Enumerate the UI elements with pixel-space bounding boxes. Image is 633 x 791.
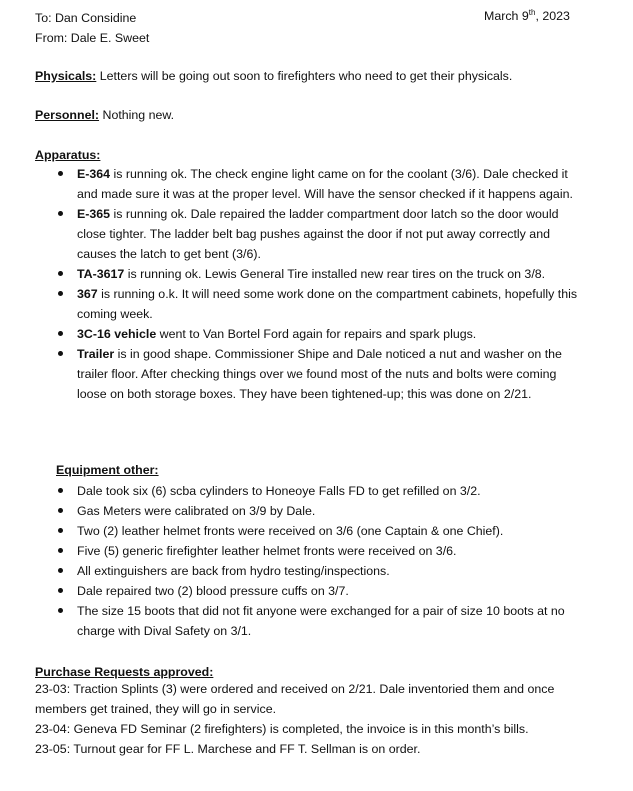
item-text: Dale repaired two (2) blood pressure cuffs on 3/7. (77, 584, 349, 598)
personnel-text: Nothing new. (99, 108, 175, 122)
item-text: All extinguishers are back from hydro testing/inspections. (77, 564, 390, 578)
bullet-icon (58, 291, 63, 296)
purchase-list (35, 679, 580, 759)
personnel-heading: Personnel: (35, 108, 100, 122)
vehicle-name: E-365 (77, 207, 111, 221)
list-item (56, 601, 586, 641)
list-item (56, 344, 586, 404)
personnel-section (35, 105, 605, 125)
equipment-list (56, 481, 586, 641)
item-text: went to Van Bortel Ford again for repairs and spark plugs. (156, 327, 477, 341)
item-text: is in good shape. Commissioner Shipe and Dale noticed a nut and washer on the trailer floor. After checking things over we found most of the nuts and bolts were coming loose on both storage boxes. They have been tightened-up; this was done on 2/21. (77, 347, 562, 401)
purchase-line: 23-03: Traction Splints (3) were ordered and received on 2/21. Dale inventoried them and once members get trained, they will go in service. (35, 682, 555, 716)
apparatus-heading-row (35, 145, 605, 165)
list-item (56, 264, 586, 284)
list-item (56, 284, 586, 324)
bullet-icon (58, 608, 63, 613)
vehicle-name: E-364 (77, 167, 111, 181)
date-suffix-sup: th (528, 8, 536, 17)
physicals-heading: Physicals: (35, 69, 97, 83)
bullet-icon (58, 508, 63, 513)
bullet-icon (58, 568, 63, 573)
physicals-section (35, 66, 605, 86)
item-text: is running o.k. It will need some work done on the compartment cabinets, hopefully this coming week. (77, 287, 578, 321)
vehicle-name: 3C-16 vehicle (77, 327, 157, 341)
item-text: Gas Meters were calibrated on 3/9 by Dale. (77, 504, 316, 518)
memo-date (484, 6, 570, 26)
list-item (56, 541, 586, 561)
purchase-line: 23-05: Turnout gear for FF L. Marchese and FF T. Sellman is on order. (35, 742, 421, 756)
date-prefix: March 9 (484, 9, 529, 23)
list-item (56, 164, 586, 204)
list-item (56, 501, 586, 521)
bullet-icon (58, 211, 63, 216)
bullet-icon (58, 171, 63, 176)
list-item (56, 204, 586, 264)
memo-to: To: Dan Considine (35, 11, 137, 25)
bullet-icon (58, 548, 63, 553)
apparatus-list (56, 164, 586, 404)
apparatus-heading: Apparatus: (35, 148, 101, 162)
list-item (56, 521, 586, 541)
bullet-icon (58, 528, 63, 533)
physicals-text: Letters will be going out soon to firefighters who need to get their physicals. (96, 69, 513, 83)
list-item (56, 324, 586, 344)
vehicle-name: Trailer (77, 347, 115, 361)
list-item (56, 581, 586, 601)
bullet-icon (58, 331, 63, 336)
list-item (56, 561, 586, 581)
item-text: Dale took six (6) scba cylinders to Honeoye Falls FD to get refilled on 3/2. (77, 484, 481, 498)
item-text: is running ok. The check engine light came on for the coolant (3/6). Dale checked it and made sure it was at the proper level. Will have the sensor checked if it happens again. (77, 167, 573, 201)
item-text: Five (5) generic firefighter leather helmet fronts were received on 3/6. (77, 544, 457, 558)
date-suffix: , 2023 (535, 9, 570, 23)
memo-from: From: Dale E. Sweet (35, 31, 150, 45)
item-text: is running ok. Lewis General Tire installed new rear tires on the truck on 3/8. (124, 267, 546, 281)
bullet-icon (58, 271, 63, 276)
purchase-heading: Purchase Requests approved: (35, 665, 214, 679)
equipment-heading-row (56, 460, 159, 480)
vehicle-name: 367 (77, 287, 98, 301)
vehicle-name: TA-3617 (77, 267, 125, 281)
item-text: is running ok. Dale repaired the ladder compartment door latch so the door would close tighter. The ladder belt bag pushes against the door if not put away correctly and causes the latch to get bent (3/6). (77, 207, 559, 261)
bullet-icon (58, 588, 63, 593)
bullet-icon (58, 351, 63, 356)
list-item (56, 481, 586, 501)
item-text: The size 15 boots that did not fit anyone were exchanged for a pair of size 10 boots at no charge with Dival Safety on 3/1. (77, 604, 565, 638)
item-text: Two (2) leather helmet fronts were received on 3/6 (one Captain & one Chief). (77, 524, 504, 538)
bullet-icon (58, 488, 63, 493)
purchase-line: 23-04: Geneva FD Seminar (2 firefighters) is completed, the invoice is in this month’s bills. (35, 722, 529, 736)
equipment-heading: Equipment other: (56, 463, 159, 477)
